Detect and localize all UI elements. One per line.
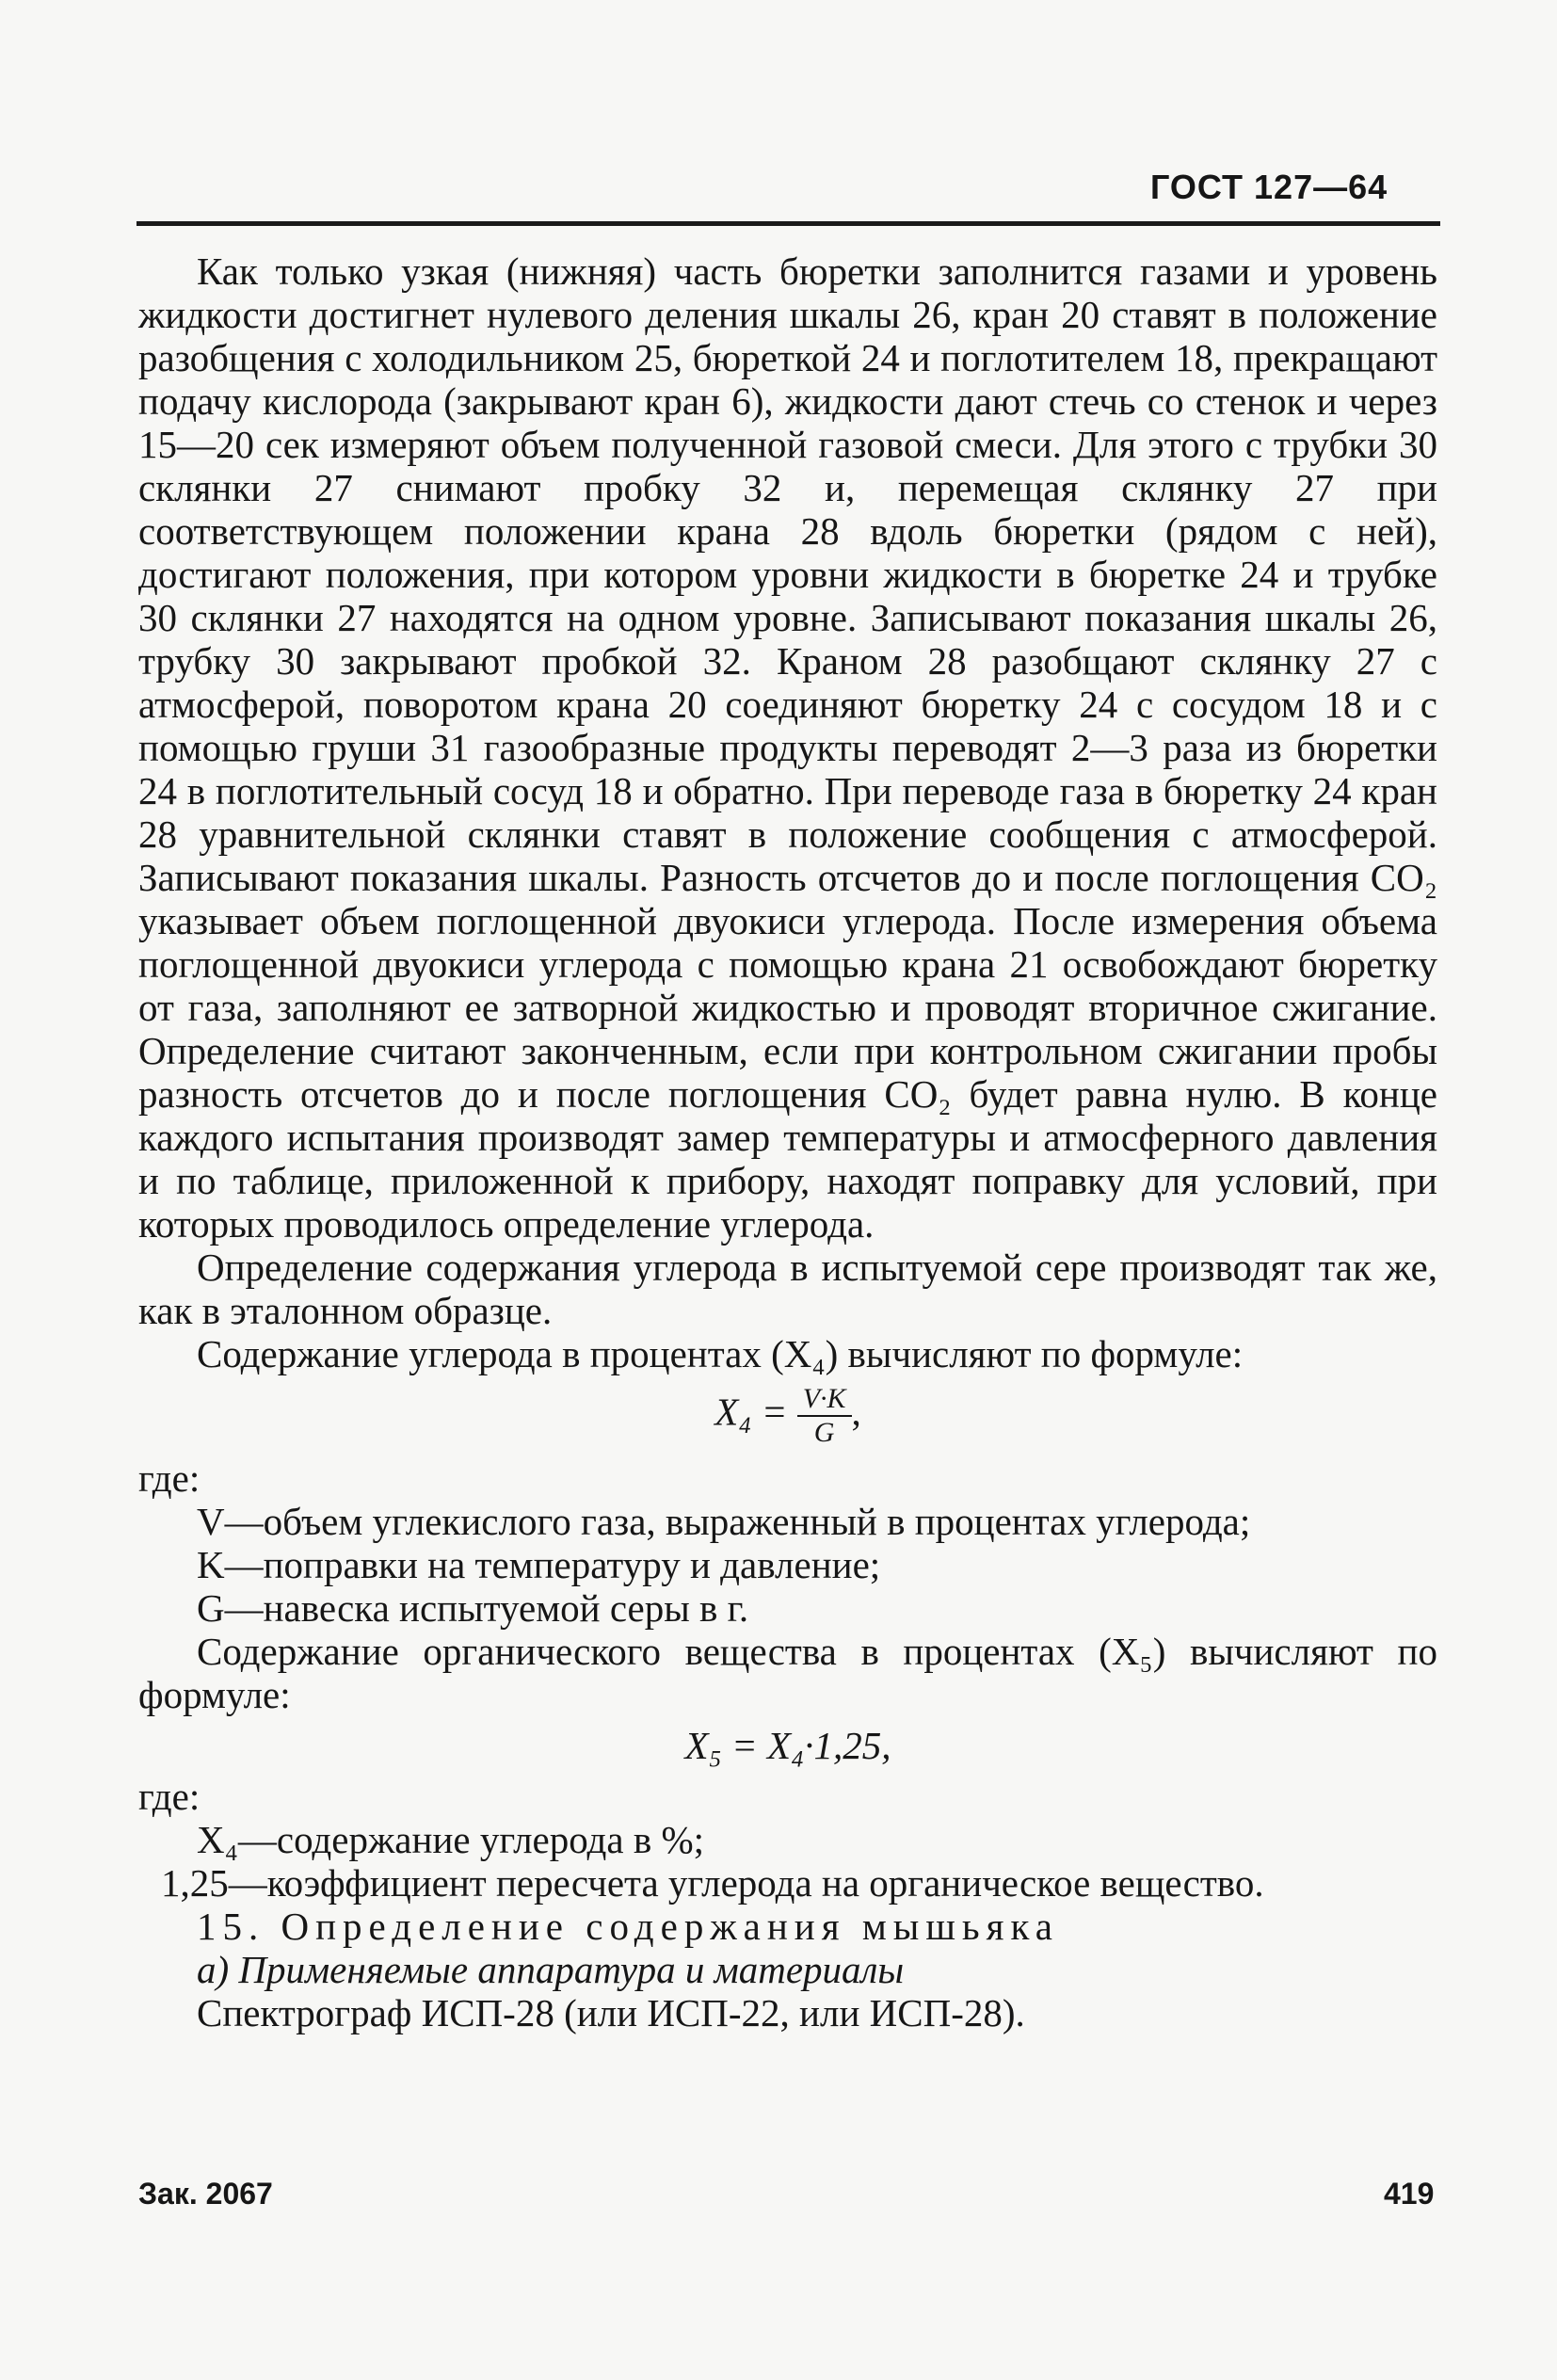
section-heading: 15. Определение содержания мышьяка	[197, 1905, 1059, 1948]
formula-organic	[138, 1724, 1437, 1767]
standard-header: ГОСТ 127—64	[1150, 168, 1388, 206]
paragraph-organic-formula-intro: Содержание органического вещества в процентах (X₅) вычисляют по формуле:	[138, 1630, 1437, 1716]
definition-coefficient: 1,25—коэффициент пересчета углерода на органическое вещество.	[161, 1861, 1264, 1905]
paragraph-carbon-formula-intro: Содержание углерода в процентах (X₄) вычисляют по формуле:	[197, 1332, 1244, 1375]
formula-carbon	[138, 1383, 1437, 1449]
where-label-1: где:	[138, 1456, 201, 1500]
header-rule	[136, 221, 1440, 226]
definition-x4: X₄—содержание углерода в %;	[197, 1818, 705, 1861]
formula-denominator: G	[813, 1417, 835, 1448]
where-label-2: где:	[138, 1775, 201, 1818]
formula-fraction	[797, 1383, 852, 1449]
equipment-line: Спектрограф ИСП-28 (или ИСП-22, или ИСП-28).	[197, 1991, 1025, 2034]
page-number: 419	[1384, 2177, 1435, 2211]
order-number: Зак. 2067	[138, 2177, 273, 2211]
paragraph-determination: Определение содержания углерода в испытуемой сере производят так же, как в эталонном образце.	[138, 1246, 1437, 1332]
formula-numerator: V·K	[797, 1383, 852, 1417]
section-heading-wrap	[138, 1905, 1437, 2034]
definition-k: K—поправки на температуру и давление;	[197, 1543, 881, 1586]
definition-g: G—навеска испытуемой серы в г.	[197, 1586, 749, 1630]
formula-trail: ,	[851, 1390, 861, 1434]
definitions-2	[138, 1818, 1437, 1905]
formula-lhs: X₄ =	[714, 1390, 788, 1434]
body-text	[138, 249, 1437, 2034]
definitions-1	[138, 1500, 1437, 1630]
paragraph-procedure: Как только узкая (нижняя) часть бюретки заполнится газами и уровень жидкости достигнет нулевого деления шкалы 26, кран 20 ставят в положение разобщения с холодильником 25, бюреткой 24 и поглотителем 18, прекращают подачу кислорода (закрывают кран 6), жидкости дают стечь со стенок и через 15—20 сек измеряют объем полученной газовой смеси. Для этого с трубки 30 склянки 27 снимают пробку 32 и, перемещая склянку 27 при соответствующем положении крана 28 вдоль бюретки (рядом с ней), достигают положения, при котором уровни жидкости в бюретке 24 и трубке 30 склянки 27 находятся на одном уровне. Записывают показания шкалы 26, трубку 30 закрывают пробкой 32. Краном 28 разобщают склянку 27 с атмосферой, поворотом крана 20 соединяют бюретку 24 с сосудом 18 и с помощью груши 31 газообразные продукты переводят 2—3 раза из бюретки 24 в поглотительный сосуд 18 и обратно. При переводе газа в бюретку 24 кран 28 уравнительной склянки ставят в положение сообщения с атмосферой. Записывают показания шкалы. Разность отсчетов до и после поглощения CO₂ указывает объем поглощенной двуокиси углерода. После измерения объема поглощенной двуокиси углерода с помощью крана 21 освобождают бюретку от газа, заполняют ее затворной жидкостью и проводят вторичное сжигание. Определение считают законченным, если при контрольном сжигании пробы разность отсчетов до и после поглощения CO₂ будет равна нулю. В конце каждого испытания производят замер температуры и атмосферного давления и по таблице, приложенной к прибору, находят поправку для условий, при которых проводилось определение углерода.	[138, 249, 1437, 1246]
formula-organic-expression: X₅ = X₄·1,25,	[684, 1724, 891, 1767]
subsection-heading-text: а) Применяемые аппаратура и материалы	[197, 1948, 905, 1991]
subsection-heading	[197, 1948, 1437, 1991]
definition-v: V—объем углекислого газа, выраженный в процентах углерода;	[197, 1500, 1251, 1543]
